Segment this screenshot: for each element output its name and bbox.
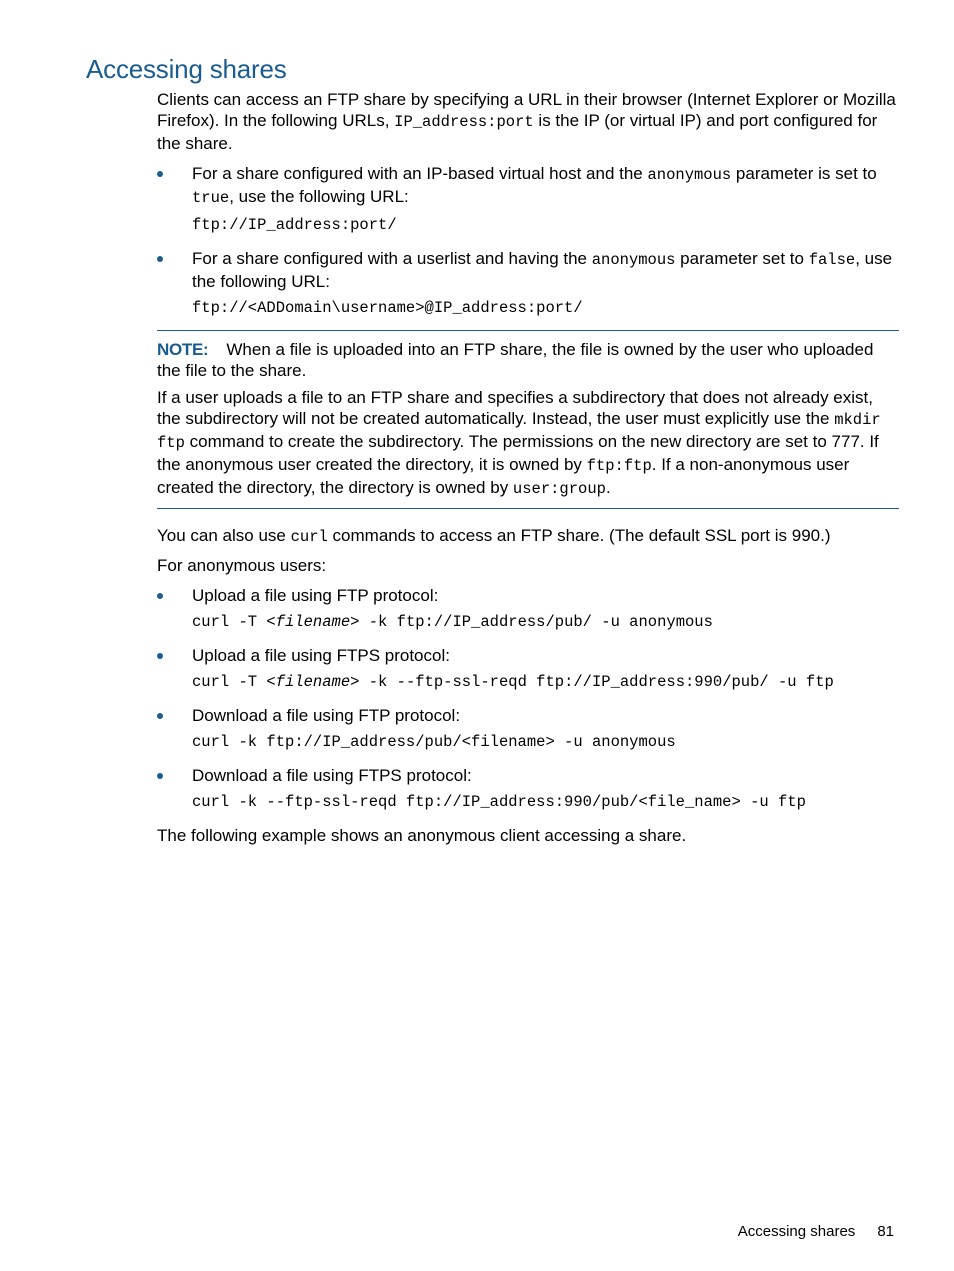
bullet-dot-icon bbox=[157, 593, 163, 599]
note-text: command to create the subdirectory. The permissions on the new directory are set to 777. If the anonymous user created the directory, it is owned by bbox=[157, 432, 879, 474]
intro-paragraph bbox=[157, 89, 899, 154]
code-upload-ftps bbox=[157, 672, 899, 693]
inline-code: false bbox=[808, 251, 856, 269]
code-url-anonymous: ftp://IP_address:port/ bbox=[192, 216, 397, 234]
closing-paragraph: The following example shows an anonymous client accessing a share. bbox=[157, 826, 687, 845]
bullet-userlist bbox=[157, 248, 899, 292]
note-text: If a user uploads a file to an FTP share and specifies a subdirectory that does not already exist, the subdirectory will not be created automatically. Instead, the user must explicitly use the bbox=[157, 388, 873, 428]
curl-paragraph bbox=[157, 525, 899, 548]
code-download-ftps: curl -k --ftp-ssl-reqd ftp://IP_address:990/pub/<file_name> -u ftp bbox=[192, 793, 806, 811]
code-placeholder: <filename> bbox=[266, 673, 360, 691]
inline-code: true bbox=[192, 189, 230, 207]
intro-text-end: is the IP (or virtual IP) and port configured for the share. bbox=[157, 111, 878, 153]
inline-code: user:group bbox=[512, 480, 606, 498]
bullet-text: , use the following URL: bbox=[229, 187, 409, 206]
bullet-dot-icon bbox=[157, 171, 163, 177]
curl-text: You can also use bbox=[157, 526, 291, 545]
inline-code: mkdir ftp bbox=[157, 411, 881, 452]
note-label: NOTE: bbox=[157, 340, 209, 359]
bullet-download-ftp bbox=[157, 705, 899, 726]
footer-section-title: Accessing shares bbox=[737, 1223, 856, 1240]
code-part: -k ftp://IP_address/pub/ -u anonymous bbox=[359, 613, 713, 631]
bullet-text: Upload a file using FTP protocol: bbox=[192, 586, 439, 605]
bullet-text: parameter set to bbox=[675, 249, 809, 268]
code-part: -k --ftp-ssl-reqd ftp://IP_address:990/pub/ -u ftp bbox=[359, 673, 834, 691]
intro-text: Clients can access an FTP share by specifying a URL in their browser (Internet Explorer or Mozilla Firefox). In the following URLs, bbox=[157, 90, 896, 130]
anonymous-users-label: For anonymous users: bbox=[157, 556, 327, 575]
bullet-dot-icon bbox=[157, 713, 163, 719]
note-text: . bbox=[605, 478, 611, 497]
bullet-download-ftps bbox=[157, 765, 899, 786]
bullet-text: Upload a file using FTPS protocol: bbox=[192, 646, 450, 665]
intro-code: IP_address:port bbox=[394, 113, 534, 131]
note-text: When a file is uploaded into an FTP share, the file is owned by the user who uploaded the file to the share. bbox=[157, 340, 874, 380]
note-text: . If a non-anonymous user created the directory, the directory is owned by bbox=[157, 455, 850, 497]
inline-code: curl bbox=[290, 528, 328, 546]
code-url-userlist: ftp://<ADDomain\username>@IP_address:port/ bbox=[192, 299, 583, 317]
bullet-dot-icon bbox=[157, 256, 163, 262]
code-part: curl -T bbox=[192, 613, 267, 631]
bullet-upload-ftps bbox=[157, 645, 899, 666]
main-content bbox=[157, 89, 899, 855]
bullet-ip-virtual-host bbox=[157, 163, 899, 209]
code-download-ftp: curl -k ftp://IP_address/pub/<filename> -u anonymous bbox=[192, 733, 676, 751]
bullet-dot-icon bbox=[157, 653, 163, 659]
bullet-text: Download a file using FTP protocol: bbox=[192, 706, 461, 725]
code-placeholder: <filename> bbox=[266, 613, 360, 631]
inline-code: anonymous bbox=[647, 166, 732, 184]
inline-code: ftp:ftp bbox=[586, 457, 652, 475]
code-part: curl -T bbox=[192, 673, 267, 691]
bullet-text: Download a file using FTPS protocol: bbox=[192, 766, 472, 785]
bullet-upload-ftp bbox=[157, 585, 899, 606]
curl-text: commands to access an FTP share. (The default SSL port is 990.) bbox=[327, 526, 831, 545]
bullet-text: parameter is set to bbox=[731, 164, 877, 183]
page-number: 81 bbox=[877, 1223, 894, 1240]
code-upload-ftp bbox=[157, 612, 899, 633]
note-paragraph-2 bbox=[157, 387, 899, 500]
page-footer bbox=[738, 1222, 894, 1242]
bullet-text: For a share configured with a userlist and having the bbox=[192, 249, 592, 268]
bullet-text: For a share configured with an IP-based virtual host and the bbox=[192, 164, 648, 183]
bullet-dot-icon bbox=[157, 773, 163, 779]
page-heading: Accessing shares bbox=[86, 54, 287, 84]
bullet-text: , use the following URL: bbox=[192, 249, 893, 291]
note-paragraph bbox=[157, 339, 899, 381]
note-box bbox=[157, 330, 899, 509]
inline-code: anonymous bbox=[591, 251, 676, 269]
